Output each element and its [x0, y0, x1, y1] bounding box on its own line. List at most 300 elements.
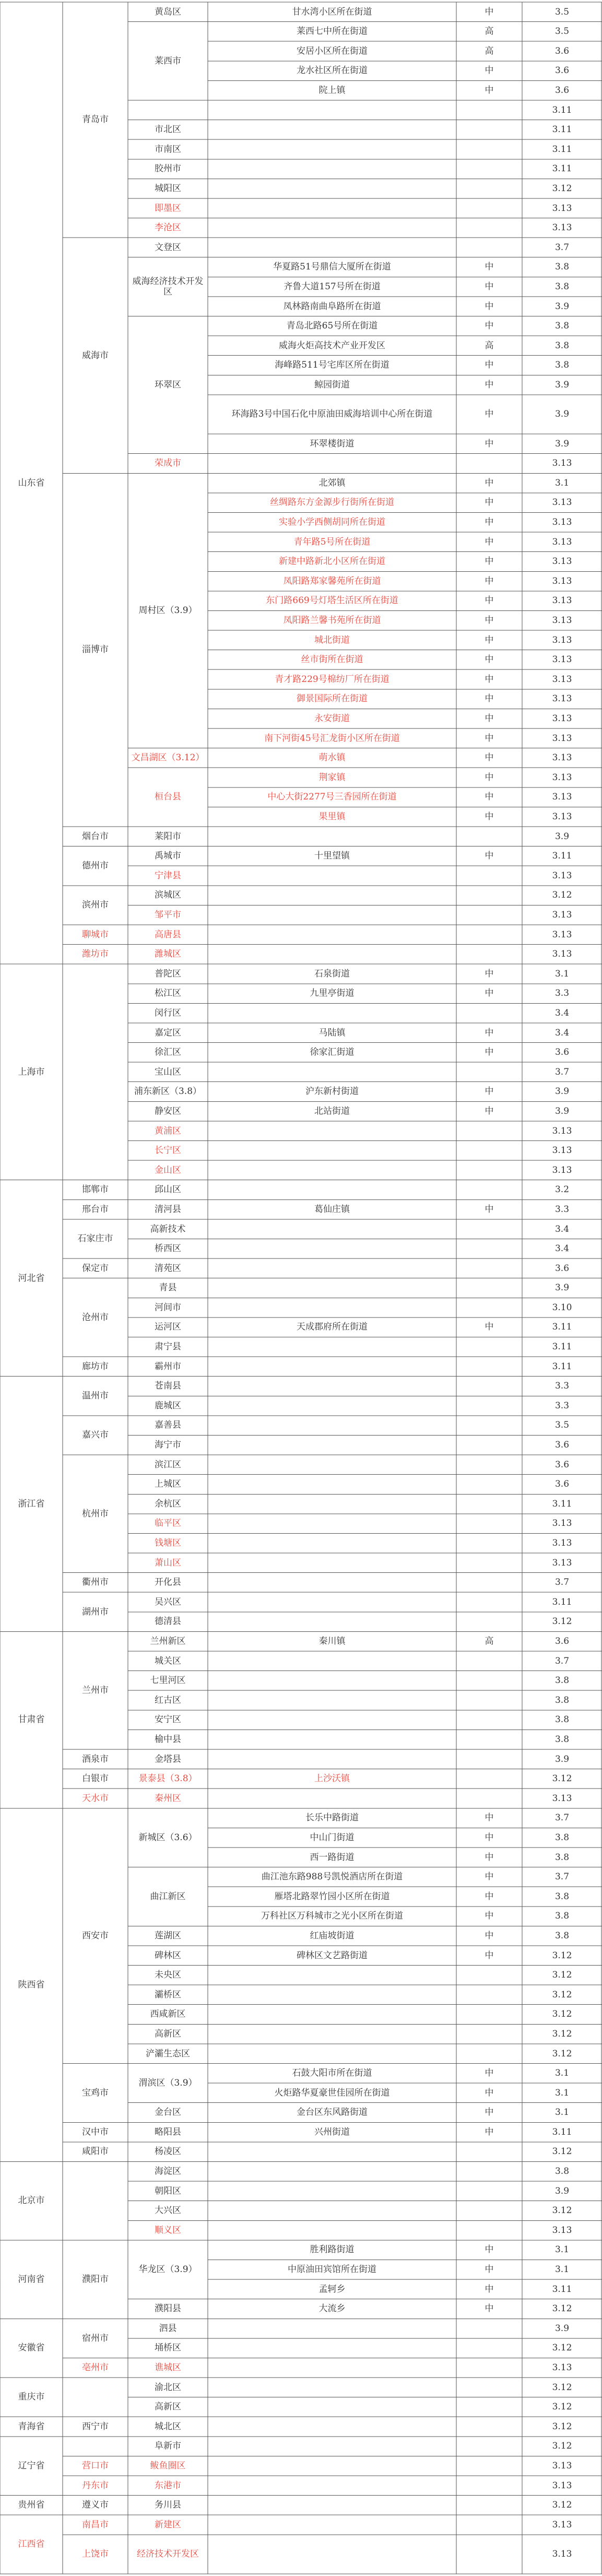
street-cell: 西一路街道	[310, 1852, 355, 1863]
date-cell: 3.13	[552, 1793, 572, 1804]
date-cell: 3.6	[554, 1636, 570, 1646]
risk-cell	[457, 1494, 521, 1514]
city-cell: 遵义市	[82, 2500, 109, 2511]
risk-cell	[457, 1592, 521, 1612]
date-cell: 3.11	[552, 104, 572, 115]
street-cell	[209, 218, 455, 238]
district-cell: 李沧区	[155, 222, 181, 233]
district-cell: 周村区（3.9）	[138, 605, 197, 616]
district-cell: 闵行区	[155, 1007, 181, 1018]
district-cell: 阜新市	[155, 2441, 181, 2452]
street-cell	[209, 1494, 455, 1514]
street-cell: 金台区东风路街道	[297, 2107, 368, 2118]
street-cell	[209, 139, 455, 159]
city-cell: 丹东市	[82, 2480, 109, 2491]
date-cell: 3.13	[552, 222, 572, 233]
date-cell: 3.12	[552, 2028, 572, 2039]
street-cell: 威海火炬高技术产业开发区	[279, 340, 385, 351]
date-cell: 3.12	[552, 2048, 572, 2059]
risk-cell: 中	[485, 65, 494, 76]
date-cell: 3.9	[554, 409, 570, 420]
street-cell: 石鼓大阳市所在街道	[292, 2068, 372, 2079]
street-cell: 凤阳路兰馨书苑所在街道	[283, 615, 381, 626]
date-cell: 3.13	[552, 752, 572, 763]
street-cell: 龙水社区所在街道	[297, 65, 368, 76]
date-cell: 3.12	[552, 2343, 572, 2354]
street-cell	[209, 1455, 455, 1475]
date-cell: 3.4	[554, 1007, 570, 1018]
risk-cell: 中	[485, 1086, 494, 1097]
date-cell: 3.13	[552, 693, 572, 704]
city-cell: 南昌市	[82, 2519, 109, 2530]
risk-cell: 中	[485, 262, 494, 273]
street-cell	[209, 1258, 455, 1278]
risk-cell: 中	[485, 2126, 494, 2137]
street-cell	[209, 1239, 455, 1259]
street-cell: 青才路229号棉纺厂所在街道	[275, 674, 389, 685]
district-cell: 宁津县	[155, 870, 181, 881]
date-cell: 3.13	[552, 615, 572, 626]
risk-cell: 中	[485, 85, 494, 96]
date-cell: 3.8	[554, 1891, 570, 1902]
date-cell: 3.13	[552, 497, 572, 508]
district-cell: 市南区	[155, 144, 181, 155]
risk-cell: 中	[485, 2107, 494, 2118]
risk-cell	[457, 905, 521, 925]
date-cell: 3.11	[552, 1322, 572, 1333]
risk-cell: 中	[485, 536, 494, 547]
district-cell: 濮阳县	[155, 2303, 181, 2314]
street-cell: 秦川镇	[318, 1636, 346, 1646]
date-cell: 3.13	[552, 654, 572, 665]
street-cell	[209, 1533, 455, 1553]
street-cell: 中原油田宾馆所在街道	[288, 2264, 376, 2275]
street-cell: 青岛北路65号所在街道	[286, 321, 378, 332]
city-cell: 咸阳市	[82, 2146, 109, 2157]
date-cell: 3.6	[554, 1440, 570, 1451]
street-cell	[209, 1003, 455, 1023]
risk-cell	[457, 2319, 521, 2338]
date-cell: 3.7	[554, 1813, 570, 1824]
risk-cell	[457, 2496, 521, 2515]
risk-cell	[457, 1514, 521, 1534]
street-cell: 鲸园街道	[314, 379, 350, 390]
district-cell: 霸州市	[155, 1361, 181, 1372]
risk-cell: 中	[485, 2303, 494, 2314]
district-cell: 海淀区	[155, 2166, 181, 2177]
city-cell: 廊坊市	[82, 1361, 109, 1372]
street-cell	[209, 2515, 455, 2535]
street-cell	[209, 2220, 455, 2240]
risk-cell	[457, 1141, 521, 1161]
district-cell: 桓台县	[155, 792, 181, 803]
risk-cell: 中	[485, 2244, 494, 2255]
risk-cell	[457, 2161, 521, 2181]
district-cell: 即墨区	[155, 203, 181, 214]
province-cell: 安徽省	[18, 2343, 45, 2354]
date-cell: 3.8	[554, 340, 570, 351]
date-cell: 3.12	[552, 890, 572, 901]
district-cell: 杨凌区	[155, 2146, 181, 2157]
city-cell: 兰州市	[82, 1685, 109, 1696]
date-cell: 3.13	[552, 1538, 572, 1549]
date-cell: 3.9	[554, 1283, 570, 1293]
street-cell	[209, 2378, 455, 2397]
district-cell: 秦州区	[155, 1793, 181, 1804]
street-cell	[209, 1180, 455, 1200]
street-cell	[209, 1966, 455, 1985]
city-cell	[64, 964, 127, 1180]
district-cell: 徐汇区	[155, 1047, 181, 1058]
date-cell: 3.12	[552, 2009, 572, 2020]
risk-cell	[457, 1749, 521, 1769]
date-cell: 3.3	[554, 1204, 570, 1215]
street-cell	[209, 1121, 455, 1141]
risk-cell: 中	[485, 595, 494, 606]
district-cell: 临平区	[155, 1518, 181, 1529]
street-cell: 上沙沃镇	[314, 1773, 350, 1784]
risk-cell: 中	[485, 1852, 494, 1863]
district-cell: 萧山区	[155, 1557, 181, 1568]
district-cell: 普陀区	[155, 968, 181, 979]
risk-cell	[457, 1416, 521, 1436]
street-cell	[209, 1416, 455, 1436]
date-cell: 3.13	[552, 2225, 572, 2236]
risk-cell	[457, 1278, 521, 1298]
province-cell: 甘肃省	[18, 1714, 45, 1725]
risk-cell	[457, 925, 521, 945]
street-cell: 华夏路51号鼎信大厦所在街道	[273, 262, 391, 273]
district-cell: 莱西市	[155, 55, 181, 66]
date-cell: 3.13	[552, 2461, 572, 2472]
risk-cell: 中	[485, 1322, 494, 1333]
risk-cell	[457, 1298, 521, 1318]
street-cell	[209, 2397, 455, 2417]
date-cell: 3.13	[552, 870, 572, 881]
risk-cell	[457, 945, 521, 964]
date-cell: 3.1	[554, 2107, 570, 2118]
date-cell: 3.13	[552, 595, 572, 606]
date-cell: 3.12	[552, 2421, 572, 2432]
risk-cell	[457, 1730, 521, 1749]
district-cell: 开化县	[155, 1577, 181, 1588]
risk-cell: 中	[485, 634, 494, 645]
risk-cell: 中	[485, 6, 494, 17]
date-cell: 3.13	[552, 2549, 572, 2560]
date-cell: 3.12	[552, 2382, 572, 2393]
district-cell: 朝阳区	[155, 2185, 181, 2196]
date-cell: 3.3	[554, 988, 570, 999]
risk-cell: 中	[485, 301, 494, 312]
risk-cell: 中	[485, 2068, 494, 2079]
city-cell: 宝鸡市	[82, 2087, 109, 2098]
district-cell: 灞桥区	[155, 1989, 181, 2000]
district-cell: 谯城区	[155, 2362, 181, 2373]
date-cell: 3.12	[552, 1989, 572, 2000]
city-cell: 沧州市	[82, 1312, 109, 1323]
date-cell: 3.8	[554, 1734, 570, 1745]
street-cell: 葛仙庄镇	[314, 1204, 350, 1215]
city-cell: 烟台市	[82, 831, 109, 842]
street-cell	[209, 1278, 455, 1298]
risk-cell	[457, 1337, 521, 1357]
district-cell: 泗县	[159, 2323, 177, 2334]
street-cell: 九里亭街道	[310, 988, 355, 999]
city-cell: 湖州市	[82, 1606, 109, 1617]
city-cell: 濮阳市	[82, 2274, 109, 2285]
street-cell: 凤林路南曲阜路所在街道	[283, 301, 381, 312]
risk-cell	[457, 1690, 521, 1710]
district-cell: 桥西区	[155, 1243, 181, 1254]
district-cell: 浦东新区（3.8）	[134, 1086, 202, 1097]
risk-cell	[457, 2201, 521, 2221]
district-cell: 上城区	[155, 1479, 181, 1490]
district-cell: 潍城区	[155, 949, 181, 960]
date-cell: 3.8	[554, 321, 570, 332]
street-cell	[209, 2142, 455, 2162]
risk-cell	[457, 1573, 521, 1593]
date-cell: 3.7	[554, 1577, 570, 1588]
date-cell: 3.7	[554, 1872, 570, 1883]
street-cell	[209, 1337, 455, 1357]
district-cell: 新城区（3.6）	[138, 1832, 197, 1843]
risk-cell	[457, 2220, 521, 2240]
risk-cell: 中	[485, 772, 494, 783]
date-cell: 3.13	[552, 811, 572, 822]
street-cell: 北站街道	[314, 1105, 350, 1116]
date-cell: 3.9	[554, 1105, 570, 1116]
street-cell	[209, 866, 455, 886]
date-cell: 3.12	[552, 1950, 572, 1961]
date-cell: 3.9	[554, 2185, 570, 2196]
street-cell	[209, 1789, 455, 1808]
date-cell: 3.12	[552, 1773, 572, 1784]
risk-cell	[457, 1121, 521, 1141]
date-cell: 3.6	[554, 1459, 570, 1470]
street-cell	[209, 1651, 455, 1671]
street-cell: 沪东新村街道	[305, 1086, 359, 1097]
district-cell: 埇桥区	[155, 2343, 181, 2354]
street-cell	[209, 2024, 455, 2044]
risk-cell: 中	[485, 281, 494, 292]
risk-cell	[457, 2476, 521, 2496]
street-cell: 胜利路街道	[310, 2244, 355, 2255]
street-cell	[209, 1160, 455, 1180]
province-cell: 山东省	[18, 477, 45, 488]
date-cell: 3.9	[554, 1086, 570, 1097]
district-cell: 莱阳市	[155, 831, 181, 842]
risk-cell	[457, 1533, 521, 1553]
street-cell: 火炬路华夏豪世佳园所在街道	[274, 2087, 390, 2098]
date-cell: 3.12	[552, 2205, 572, 2216]
street-cell: 齐鲁大道157号所在街道	[284, 281, 381, 292]
street-cell	[209, 1435, 455, 1455]
district-cell: 威海经济技术开发区	[132, 276, 204, 298]
risk-cell	[457, 1396, 521, 1416]
district-cell: 新建区	[155, 2519, 181, 2530]
date-cell: 3.13	[552, 909, 572, 920]
district-cell: 荣成市	[155, 458, 181, 469]
risk-cell: 中	[485, 556, 494, 567]
date-cell: 3.8	[554, 1675, 570, 1686]
district-cell: 黄岛区	[155, 6, 181, 17]
district-cell: 余杭区	[155, 1498, 181, 1509]
district-cell: 清苑区	[155, 1263, 181, 1274]
risk-cell: 中	[485, 497, 494, 508]
city-cell: 嘉兴市	[82, 1430, 109, 1441]
date-cell: 3.6	[554, 45, 570, 56]
district-cell: 鹿城区	[155, 1400, 181, 1411]
date-cell: 3.10	[552, 1302, 572, 1313]
date-cell: 3.11	[552, 2284, 572, 2295]
city-cell: 衢州市	[82, 1577, 109, 1588]
city-cell: 酒泉市	[82, 1754, 109, 1765]
street-cell	[209, 1710, 455, 1730]
city-cell: 西宁市	[82, 2421, 109, 2432]
date-cell: 3.9	[554, 2323, 570, 2334]
risk-cell	[457, 1219, 521, 1239]
street-cell: 实验小学西侧胡同所在街道	[279, 517, 385, 528]
risk-cell	[457, 2535, 521, 2574]
date-cell: 3.11	[552, 851, 572, 862]
date-cell: 3.13	[552, 517, 572, 528]
street-cell: 环海路3号中国石化中原油田威海培训中心所在街道	[231, 409, 433, 420]
risk-cell: 中	[485, 968, 494, 979]
street-cell: 万科社区万科城市之光小区所在街道	[261, 1911, 403, 1922]
street-cell: 荆家镇	[318, 772, 346, 783]
district-cell: 鲅鱼圈区	[150, 2461, 186, 2472]
date-cell: 3.12	[552, 2500, 572, 2511]
date-cell: 3.3	[554, 1381, 570, 1392]
risk-cell: 中	[485, 360, 494, 371]
risk-cell: 高	[485, 26, 494, 37]
street-cell	[209, 1377, 455, 1396]
street-cell: 萌水镇	[318, 752, 346, 763]
date-cell: 3.13	[552, 792, 572, 803]
date-cell: 3.7	[554, 1066, 570, 1077]
risk-cell	[457, 1357, 521, 1377]
risk-cell	[457, 1769, 521, 1789]
date-cell: 3.4	[554, 1243, 570, 1254]
street-cell	[209, 1671, 455, 1691]
date-cell: 3.13	[552, 674, 572, 685]
street-cell: 城北街道	[314, 634, 350, 645]
street-cell	[209, 1298, 455, 1318]
district-cell: 城关区	[155, 1655, 181, 1666]
date-cell: 3.1	[554, 2068, 570, 2079]
street-cell: 凤阳路郑家馨苑所在街道	[283, 575, 381, 586]
date-cell: 3.5	[554, 6, 570, 17]
district-cell: 邱山区	[155, 1184, 181, 1195]
district-cell	[129, 100, 207, 120]
street-cell: 马陆镇	[318, 1027, 346, 1038]
district-cell: 河间市	[155, 1302, 181, 1313]
district-cell: 苍南县	[155, 1381, 181, 1392]
date-cell: 3.13	[552, 1125, 572, 1136]
district-cell: 静安区	[155, 1105, 181, 1116]
street-cell	[209, 1357, 455, 1377]
street-cell	[209, 2476, 455, 2496]
street-cell	[209, 2437, 455, 2456]
risk-cell: 中	[485, 811, 494, 822]
province-cell: 上海市	[18, 1066, 45, 1077]
district-cell: 景泰县（3.8）	[138, 1773, 197, 1784]
risk-cell	[457, 179, 521, 198]
street-cell	[209, 1573, 455, 1593]
date-cell: 3.1	[554, 968, 570, 979]
district-cell: 曲江新区	[150, 1891, 186, 1902]
date-cell: 3.11	[552, 124, 572, 135]
city-cell: 青岛市	[82, 114, 109, 125]
risk-cell: 中	[485, 674, 494, 685]
date-cell: 3.13	[552, 556, 572, 567]
street-cell	[209, 238, 455, 257]
street-cell: 中心大街2277号三香园所在街道	[267, 792, 397, 803]
risk-cell	[457, 2181, 521, 2201]
street-cell: 红庙坡街道	[310, 1930, 355, 1941]
date-cell: 3.8	[554, 2166, 570, 2177]
street-cell	[209, 1475, 455, 1495]
date-cell: 3.4	[554, 1027, 570, 1038]
province-cell: 江西省	[18, 2539, 45, 2550]
date-cell: 3.6	[554, 85, 570, 96]
risk-cell: 中	[485, 615, 494, 626]
risk-cell	[457, 1377, 521, 1396]
street-cell: 雁塔北路翠竹园小区所在街道	[274, 1891, 390, 1902]
district-cell: 环翠区	[155, 379, 181, 390]
district-cell: 榆中县	[155, 1734, 181, 1745]
district-cell: 滨城区	[155, 890, 181, 901]
risk-cell	[457, 1258, 521, 1278]
date-cell: 3.12	[552, 2402, 572, 2413]
risk-cell: 中	[485, 752, 494, 763]
risk-cell: 高	[485, 340, 494, 351]
city-cell: 上饶市	[82, 2549, 109, 2560]
risk-cell: 中	[485, 1027, 494, 1038]
street-cell	[209, 1730, 455, 1749]
date-cell: 3.3	[554, 1400, 570, 1411]
risk-cell	[457, 2397, 521, 2417]
street-cell	[209, 1141, 455, 1161]
district-cell: 钱塘区	[155, 1538, 181, 1549]
date-cell: 3.13	[552, 929, 572, 940]
street-cell	[209, 1592, 455, 1612]
risk-cell	[457, 1475, 521, 1495]
risk-cell	[457, 218, 521, 238]
date-cell: 3.11	[552, 2126, 572, 2137]
risk-cell	[457, 198, 521, 218]
risk-cell: 中	[485, 1105, 494, 1116]
risk-cell	[457, 1789, 521, 1808]
district-cell: 华龙区（3.9）	[138, 2264, 197, 2275]
city-cell: 德州市	[82, 860, 109, 871]
street-cell: 丝市街所在街道	[301, 654, 363, 665]
risk-cell	[457, 2515, 521, 2535]
district-cell: 务川县	[155, 2500, 181, 2511]
date-cell: 3.12	[552, 2303, 572, 2314]
date-cell: 3.8	[554, 262, 570, 273]
city-cell: 亳州市	[82, 2362, 109, 2373]
district-cell: 松江区	[155, 988, 181, 999]
risk-cell	[457, 1985, 521, 2005]
date-cell: 3.6	[554, 1047, 570, 1058]
district-cell: 吴兴区	[155, 1596, 181, 1607]
date-cell: 3.8	[554, 1832, 570, 1843]
street-cell	[209, 2338, 455, 2358]
province-cell: 北京市	[18, 2195, 45, 2206]
risk-cell	[457, 1160, 521, 1180]
date-cell: 3.13	[552, 733, 572, 744]
